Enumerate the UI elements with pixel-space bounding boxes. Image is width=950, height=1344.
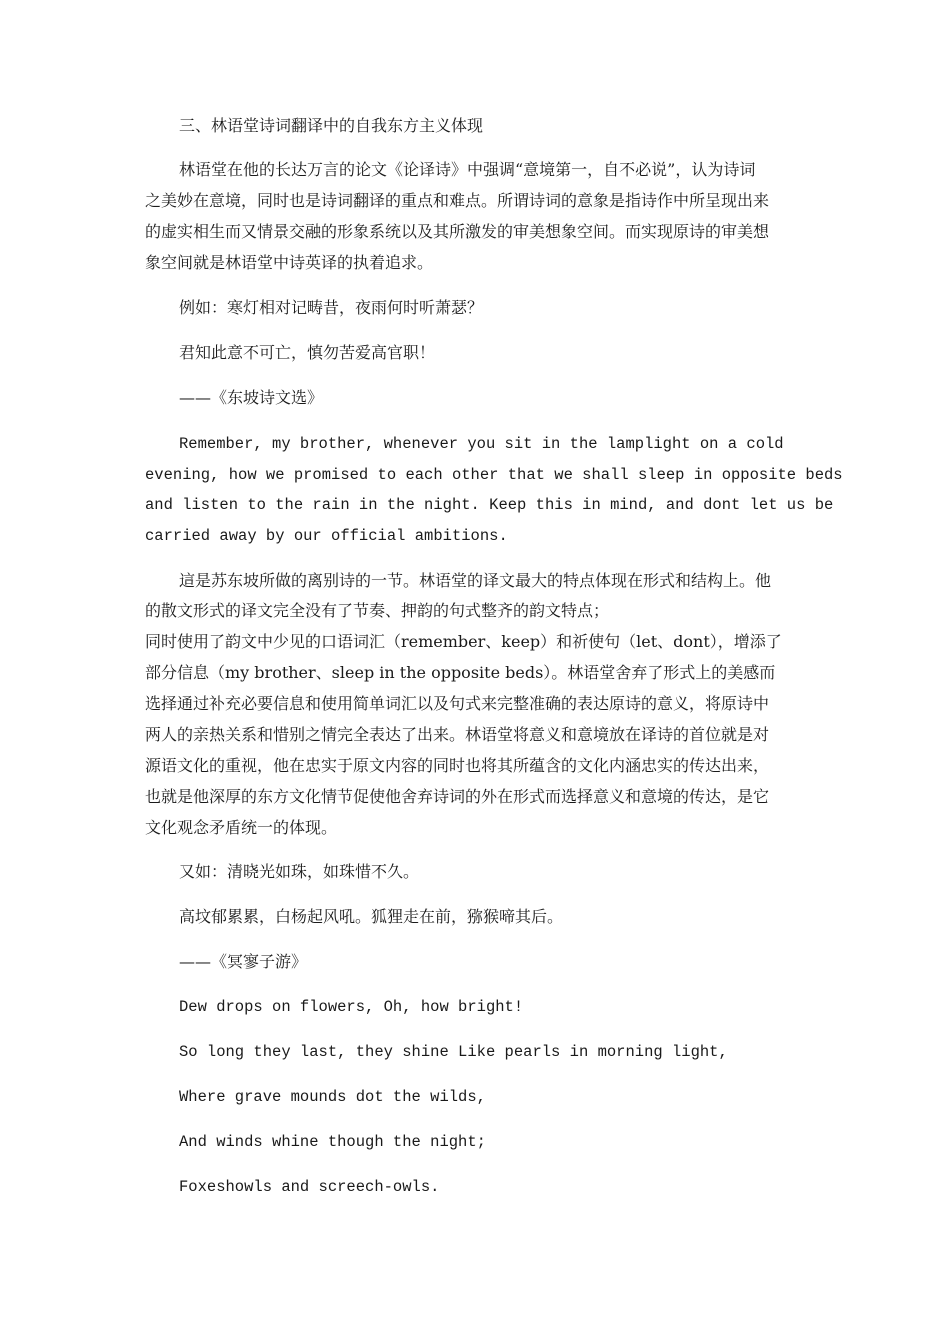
paragraph-line: 之美妙在意境，同时也是诗词翻译的重点和难点。所谓诗词的意象是指诗作中所呈现出来 bbox=[145, 191, 770, 210]
section-heading: 三、林语堂诗词翻译中的自我东方主义体现 bbox=[179, 116, 484, 135]
paragraph-line: 源语文化的重视，他在忠实于原文内容的同时也将其所蕴含的文化内涵忠实的传达出来， bbox=[145, 756, 770, 775]
translation-line: Where grave mounds dot the wilds, bbox=[179, 1088, 486, 1106]
translation-line: Remember, my brother, whenever you sit in the lamplight on a cold bbox=[179, 435, 784, 453]
paragraph-line: 的虚实相生而又情景交融的形象系统以及其所激发的审美想象空间。而实现原诗的审美想 bbox=[145, 222, 770, 241]
translation-line: So long they last, they shine Like pearls in morning light, bbox=[179, 1043, 728, 1061]
translation-line: evening, how we promised to each other that we shall sleep in opposite beds bbox=[145, 466, 843, 484]
paragraph-line: 两人的亲热关系和惜别之情完全表达了出来。林语堂将意义和意境放在译诗的首位就是对 bbox=[145, 725, 770, 744]
paragraph-line: 林语堂在他的长达万言的论文《论译诗》中强调“意境第一，自不必说”，认为诗词 bbox=[179, 160, 756, 179]
paragraph-line: 象空间就是林语堂中诗英译的执着追求。 bbox=[145, 253, 434, 272]
translation-line: And winds whine though the night; bbox=[179, 1133, 486, 1151]
paragraph-line: 這是苏东坡所做的离别诗的一节。林语堂的译文最大的特点体现在形式和结构上。他 bbox=[179, 571, 772, 590]
paragraph-line: 同时使用了韵文中少见的口语词汇（remember、keep）和祈使句（let、dont），增添了 bbox=[145, 632, 782, 651]
translation-line: Dew drops on flowers, Oh, how bright! bbox=[179, 998, 524, 1016]
paragraph-line: 选择通过补充必要信息和使用简单词汇以及句式来完整准确的表达原诗的意义，将原诗中 bbox=[145, 694, 770, 713]
paragraph-line: 也就是他深厚的东方文化情节促使他舍弃诗词的外在形式而选择意义和意境的传达，是它 bbox=[145, 787, 770, 806]
paragraph-line: 文化观念矛盾统一的体现。 bbox=[145, 818, 338, 837]
poem-line: 例如：寒灯相对记畴昔，夜雨何时听萧瑟？ bbox=[179, 298, 484, 317]
poem-line: 高坟郁累累，白杨起风吼。狐狸走在前，猕猴啼其后。 bbox=[179, 907, 564, 926]
translation-line: carried away by our official ambitions. bbox=[145, 527, 508, 545]
poem-line: 君知此意不可亡，慎勿苦爱高官职！ bbox=[179, 343, 436, 362]
translation-line: and listen to the rain in the night. Keep this in mind, and dont let us be bbox=[145, 496, 834, 514]
poem-line: 又如：清晓光如珠，如珠惜不久。 bbox=[179, 862, 420, 881]
poem-source: ——《冥寥子游》 bbox=[179, 952, 308, 971]
translation-line: Foxeshowls and screech-owls. bbox=[179, 1178, 440, 1196]
paragraph-line: 部分信息（my brother、sleep in the opposite beds）。林语堂舍弃了形式上的美感而 bbox=[145, 663, 776, 682]
poem-source: ——《东坡诗文选》 bbox=[179, 388, 324, 407]
paragraph-line: 的散文形式的译文完全没有了节奏、押韵的句式整齐的韵文特点； bbox=[145, 601, 610, 620]
